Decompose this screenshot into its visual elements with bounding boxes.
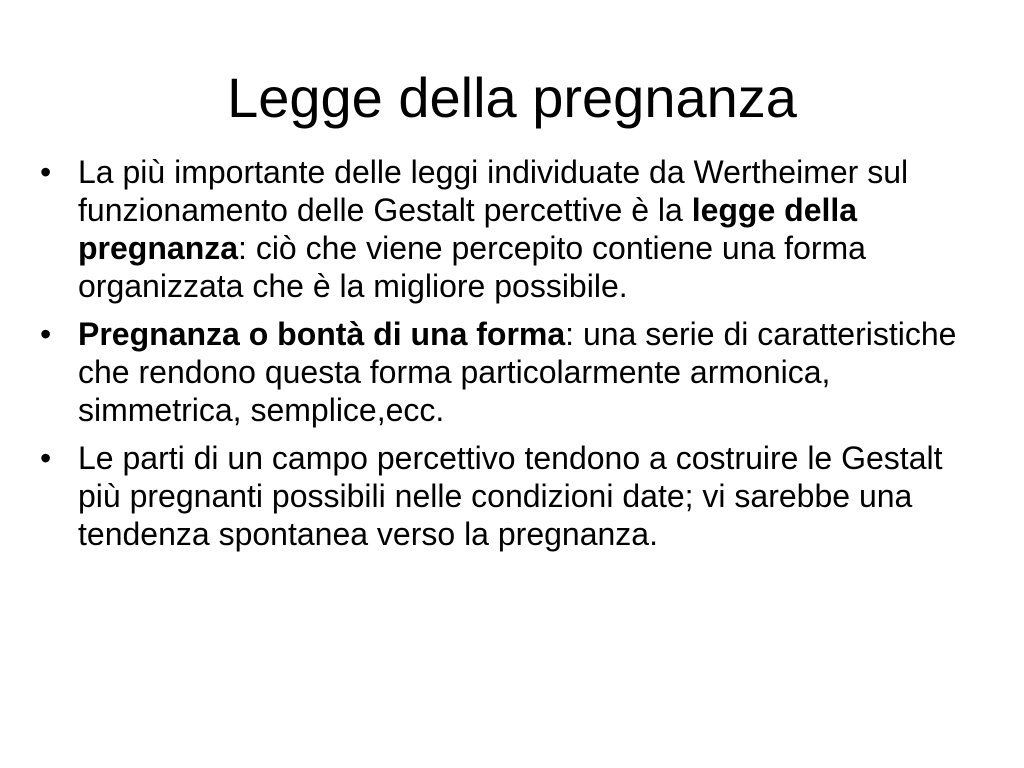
bullet-text — [78, 316, 956, 428]
bullet-marker: • — [40, 316, 52, 352]
bullet-item — [40, 153, 990, 305]
bullet-text-bold: Pregnanza o bontà di una forma — [78, 316, 566, 352]
bullet-marker: • — [40, 154, 52, 190]
bullet-text-after: : ciò che viene percepito contiene una forma organizzata che è la migliore possibile. — [78, 230, 866, 304]
bullet-text-after: : una serie di caratteristiche che rendono questa forma particolarmente armonica, simmetrica, semplice,ecc. — [78, 316, 957, 428]
bullet-text-before: La più importante delle leggi individuate da Wertheimer sul funzionamento delle Gestalt percettive è la — [78, 154, 909, 228]
bullet-item — [40, 315, 990, 429]
bullet-text — [78, 440, 942, 552]
bullet-text-before: Le parti di un campo percettivo tendono a costruire le Gestalt più pregnanti possibili nelle condizioni date; vi sarebbe una tendenza spontanea verso la pregnanza. — [78, 440, 943, 552]
bullet-text — [78, 154, 908, 304]
slide-title: Legge della pregnanza — [227, 66, 797, 129]
bullet-list — [40, 153, 990, 563]
bullet-item — [40, 439, 990, 553]
bullet-marker: • — [40, 440, 52, 476]
bullet-text-bold: legge della pregnanza — [78, 192, 858, 266]
